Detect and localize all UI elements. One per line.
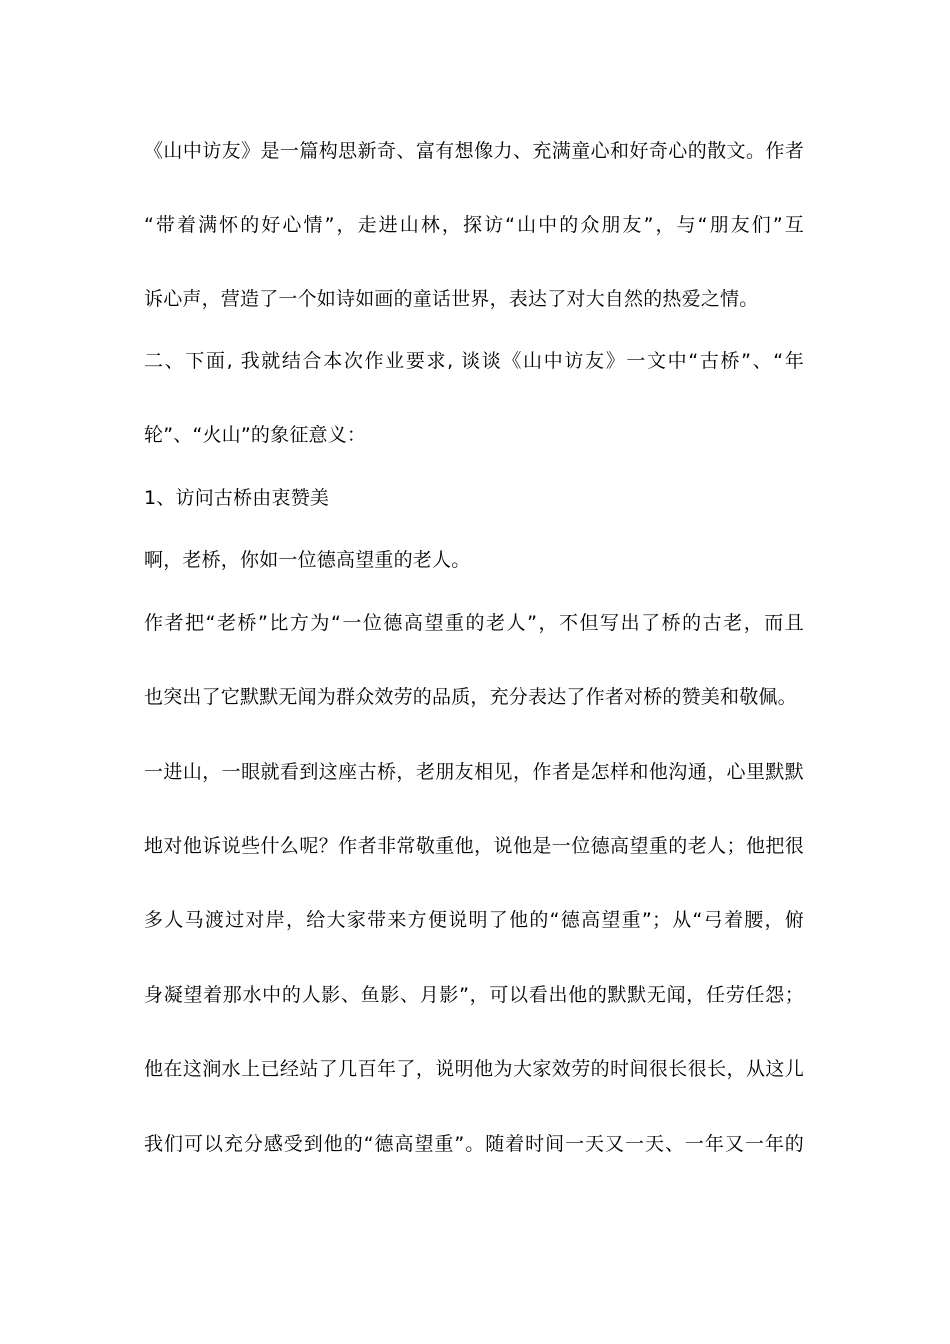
- section-heading-line-2: 轮”、“火山”的象征意义：: [144, 424, 367, 446]
- paragraph-line-3: 诉心声，营造了一个如诗如画的童话世界，表达了对大自然的热爱之情。: [144, 288, 759, 310]
- paragraph-line-7: 地对他诉说些什么呢？作者非常敬重他，说他是一位德高望重的老人；他把很: [144, 835, 804, 857]
- paragraph-line-10: 他在这涧水上已经站了几百年了，说明他为大家效劳的时间很长很长，从这儿: [144, 1058, 804, 1080]
- paragraph-line-9: 身凝望着那水中的人影、鱼影、月影”，可以看出他的默默无闻，任劳任怨；: [144, 984, 804, 1006]
- subheading: 1、访问古桥由衷赞美: [144, 487, 330, 509]
- quote-line: 啊，老桥，你如一位德高望重的老人。: [144, 549, 471, 571]
- paragraph-line-5: 也突出了它默默无闻为群众效劳的品质，充分表达了作者对桥的赞美和敬佩。: [144, 686, 797, 708]
- paragraph-line-1: 《山中访友》是一篇构思新奇、富有想像力、充满童心和好奇心的散文。作者: [144, 140, 804, 162]
- paragraph-line-11: 我们可以充分感受到他的“德高望重”。随着时间一天又一天、一年又一年的: [144, 1133, 804, 1155]
- section-heading-line-1: 二、下面, 我就结合本次作业要求, 谈谈《山中访友》一文中“古桥”、“年: [144, 350, 804, 372]
- paragraph-line-2: “带着满怀的好心情”，走进山林，探访“山中的众朋友”，与“朋友们”互: [144, 214, 804, 236]
- paragraph-line-4: 作者把“老桥”比方为“一位德高望重的老人”，不但写出了桥的古老，而且: [144, 612, 804, 634]
- paragraph-line-8: 多人马渡过对岸，给大家带来方便说明了他的“德高望重”；从“弓着腰，俯: [144, 909, 804, 931]
- paragraph-line-6: 一进山，一眼就看到这座古桥，老朋友相见，作者是怎样和他沟通，心里默默: [144, 761, 804, 783]
